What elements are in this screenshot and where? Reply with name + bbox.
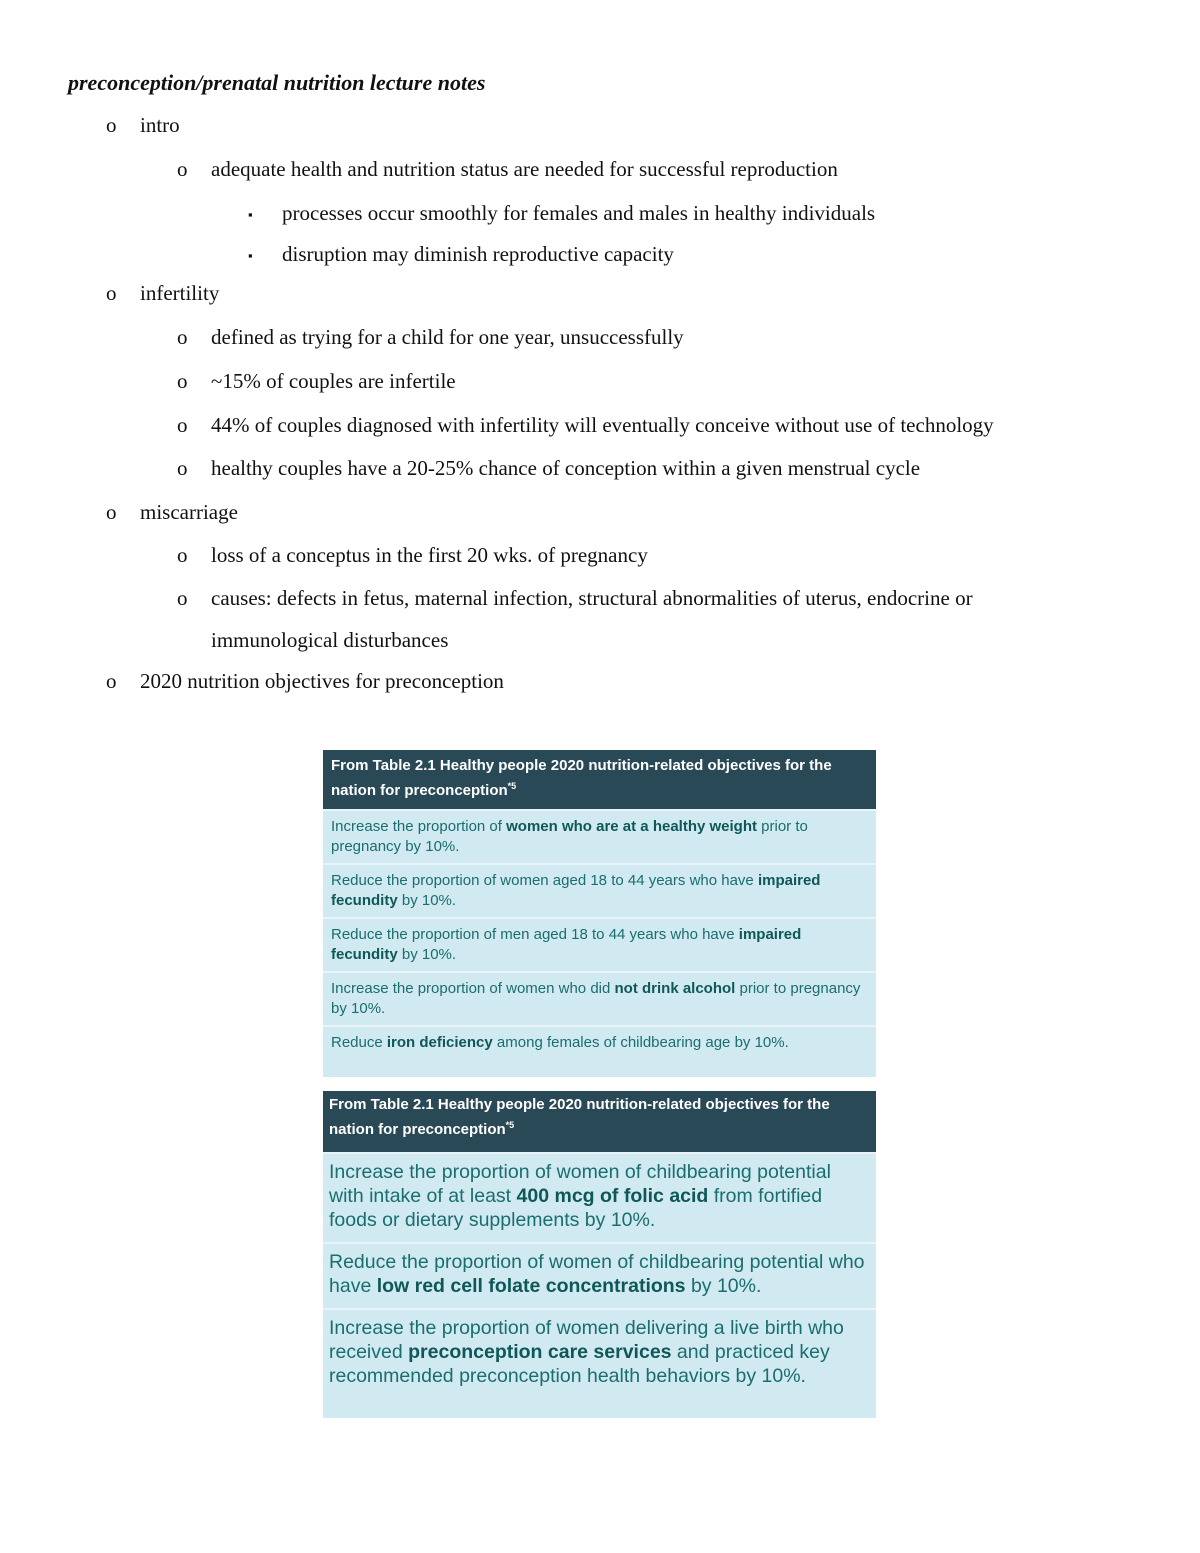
outline-text: healthy couples have a 20-25% chance of conception within a given menstrual cycle — [211, 456, 921, 480]
bullet-circle: o — [106, 113, 117, 137]
bullet-circle: o — [106, 669, 117, 693]
bullet-circle: o — [177, 157, 188, 181]
row-emphasis: iron deficiency — [386, 1034, 493, 1051]
table-header-text: From Table 2.1 Healthy people 2020 nutrition-related objectives for the nation for preconception — [329, 1096, 830, 1138]
row-text: Reduce the proportion of women of childbearing potential who have — [329, 1251, 865, 1297]
outline-subitem — [177, 583, 973, 613]
bullet-square: ▪ — [248, 248, 253, 263]
outline-item-infertility — [106, 278, 220, 308]
row-text: Reduce the proportion of women aged 18 to 44 years who have — [331, 872, 758, 889]
row-text: Increase the proportion of women delivering a live birth who received — [329, 1317, 844, 1363]
row-emphasis: impaired fecundity — [331, 872, 821, 909]
outline-text: 2020 nutrition objectives for preconception — [140, 669, 504, 693]
table-header — [323, 1091, 876, 1152]
bullet-circle: o — [177, 325, 188, 349]
table-header-text: From Table 2.1 Healthy people 2020 nutrition-related objectives for the nation for preconception — [331, 757, 832, 799]
bullet-circle: o — [106, 500, 117, 524]
bullet-square: ▪ — [248, 207, 253, 222]
row-text: Reduce — [331, 1034, 387, 1051]
row-text: by 10%. — [397, 946, 457, 963]
outline-text: intro — [140, 113, 180, 137]
row-text: by 10%. — [685, 1275, 762, 1297]
row-emphasis: impaired fecundity — [331, 926, 802, 963]
table-row — [323, 971, 876, 1025]
outline-subitem — [177, 322, 684, 352]
bullet-circle: o — [177, 413, 188, 437]
outline-subitem — [177, 154, 838, 184]
table-header — [323, 750, 876, 809]
table-row — [323, 1152, 876, 1242]
outline-text: causes: defects in fetus, maternal infection, structural abnormalities of uterus, endocrine or — [211, 586, 973, 610]
table-header-footnote: *5 — [507, 781, 517, 791]
outline-text: 44% of couples diagnosed with infertility will eventually conceive without use of technology — [211, 413, 994, 437]
row-emphasis: women who are at a healthy weight — [506, 818, 757, 835]
outline-subitem-continuation — [211, 625, 448, 655]
bullet-circle: o — [177, 369, 188, 393]
table-row — [323, 1308, 876, 1398]
outline-text: disruption may diminish reproductive capacity — [282, 242, 674, 266]
row-emphasis: preconception care services — [408, 1341, 672, 1363]
row-text: Reduce the proportion of men aged 18 to 44 years who have — [331, 926, 739, 943]
outline-text: loss of a conceptus in the first 20 wks. of pregnancy — [211, 543, 648, 567]
table-row — [323, 863, 876, 917]
row-text: Increase the proportion of women of childbearing potential with intake of at least — [329, 1161, 831, 1207]
bullet-circle: o — [106, 281, 117, 305]
table-row — [323, 809, 876, 863]
outline-item-miscarriage — [106, 497, 238, 527]
row-text: Increase the proportion of women who did — [331, 980, 615, 997]
table-row — [323, 917, 876, 971]
outline-text: ~15% of couples are infertile — [211, 369, 456, 393]
row-text: prior to pregnancy by 10%. — [331, 980, 861, 1017]
bullet-circle: o — [177, 586, 188, 610]
table-row — [323, 1242, 876, 1308]
outline-subitem — [177, 540, 648, 570]
outline-item-objectives — [106, 666, 504, 696]
table-row — [323, 1025, 876, 1059]
outline-subitem — [177, 453, 921, 483]
outline-text: processes occur smoothly for females and males in healthy individuals — [282, 201, 876, 225]
objectives-table-1 — [323, 750, 876, 1077]
outline-text: adequate health and nutrition status are needed for successful reproduction — [211, 157, 838, 181]
document-title: preconception/prenatal nutrition lecture notes — [68, 70, 486, 95]
row-text: among females of childbearing age by 10%. — [492, 1034, 789, 1051]
outline-subsubitem — [248, 198, 876, 228]
row-text: by 10%. — [397, 892, 457, 909]
objectives-table-2 — [323, 1091, 876, 1418]
row-text: prior to pregnancy by 10%. — [331, 818, 808, 855]
outline-item-intro — [106, 110, 180, 140]
row-text: Increase the proportion of — [331, 818, 507, 835]
bullet-circle: o — [177, 456, 188, 480]
table-header-footnote: *5 — [505, 1120, 515, 1130]
outline-text: infertility — [140, 281, 220, 305]
outline-subitem — [177, 366, 456, 396]
outline-subsubitem — [248, 239, 674, 269]
row-emphasis: not drink alcohol — [614, 980, 736, 997]
outline-subitem — [177, 410, 994, 440]
row-emphasis: low red cell folate concentrations — [376, 1275, 686, 1297]
outline-text: defined as trying for a child for one year, unsuccessfully — [211, 325, 684, 349]
outline-text: miscarriage — [140, 500, 238, 524]
row-text: and practiced key recommended preconception health behaviors by 10%. — [329, 1341, 830, 1387]
row-emphasis: 400 mcg of folic acid — [516, 1185, 709, 1207]
row-text: from fortified foods or dietary supplements by 10%. — [329, 1185, 823, 1231]
outline-text: immunological disturbances — [211, 628, 449, 652]
bullet-circle: o — [177, 543, 188, 567]
